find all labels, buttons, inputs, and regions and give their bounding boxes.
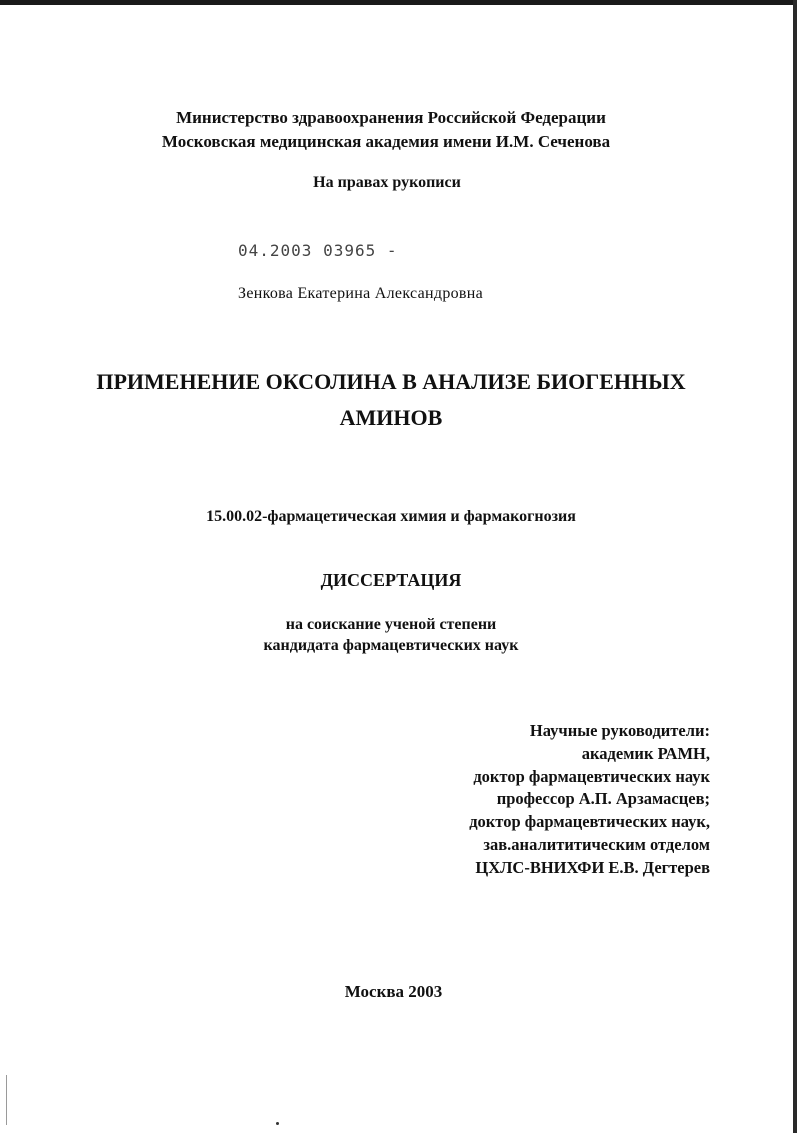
registration-stamp: 04.2003 03965 - bbox=[238, 241, 398, 260]
degree-line-2: кандидата фармацевтических наук bbox=[263, 637, 519, 654]
supervisor-line: доктор фармацевтических наук bbox=[473, 766, 710, 786]
scan-border-right bbox=[793, 0, 797, 1133]
academy-name: Московская медицинская академия имени И.М. Сеченова bbox=[161, 132, 611, 151]
specialty-code: 15.00.02-фармацетическая химия и фармакогнозия bbox=[206, 508, 576, 525]
document-type: ДИССЕРТАЦИЯ bbox=[320, 570, 462, 590]
supervisors-block bbox=[469, 720, 710, 880]
ministry-name: Министерство здравоохранения Российской Федерации bbox=[176, 108, 606, 127]
city-year: Москва 2003 bbox=[344, 982, 443, 1001]
scan-border-top bbox=[0, 0, 797, 5]
supervisor-line: академик РАМН, bbox=[581, 743, 710, 763]
supervisor-line: ЦХЛС-ВНИХФИ Е.В. Дегтерев bbox=[475, 857, 710, 877]
degree-line-1: на соискание ученой степени bbox=[285, 616, 497, 633]
author-name: Зенкова Екатерина Александровна bbox=[238, 285, 484, 302]
scan-artifact-left bbox=[6, 1075, 7, 1125]
thesis-title-line-2: АМИНОВ bbox=[339, 405, 443, 430]
supervisor-line: профессор А.П. Арзамасцев; bbox=[496, 789, 710, 809]
scan-artifact-dot bbox=[276, 1122, 279, 1125]
supervisors-heading: Научные руководители: bbox=[529, 721, 710, 740]
thesis-title-line-1: ПРИМЕНЕНИЕ ОКСОЛИНА В АНАЛИЗЕ БИОГЕННЫХ bbox=[96, 369, 686, 394]
manuscript-rights: На правах рукописи bbox=[313, 174, 461, 191]
supervisor-line: доктор фармацевтических наук, bbox=[469, 812, 710, 832]
supervisor-line: зав.аналититическим отделом bbox=[483, 834, 710, 854]
